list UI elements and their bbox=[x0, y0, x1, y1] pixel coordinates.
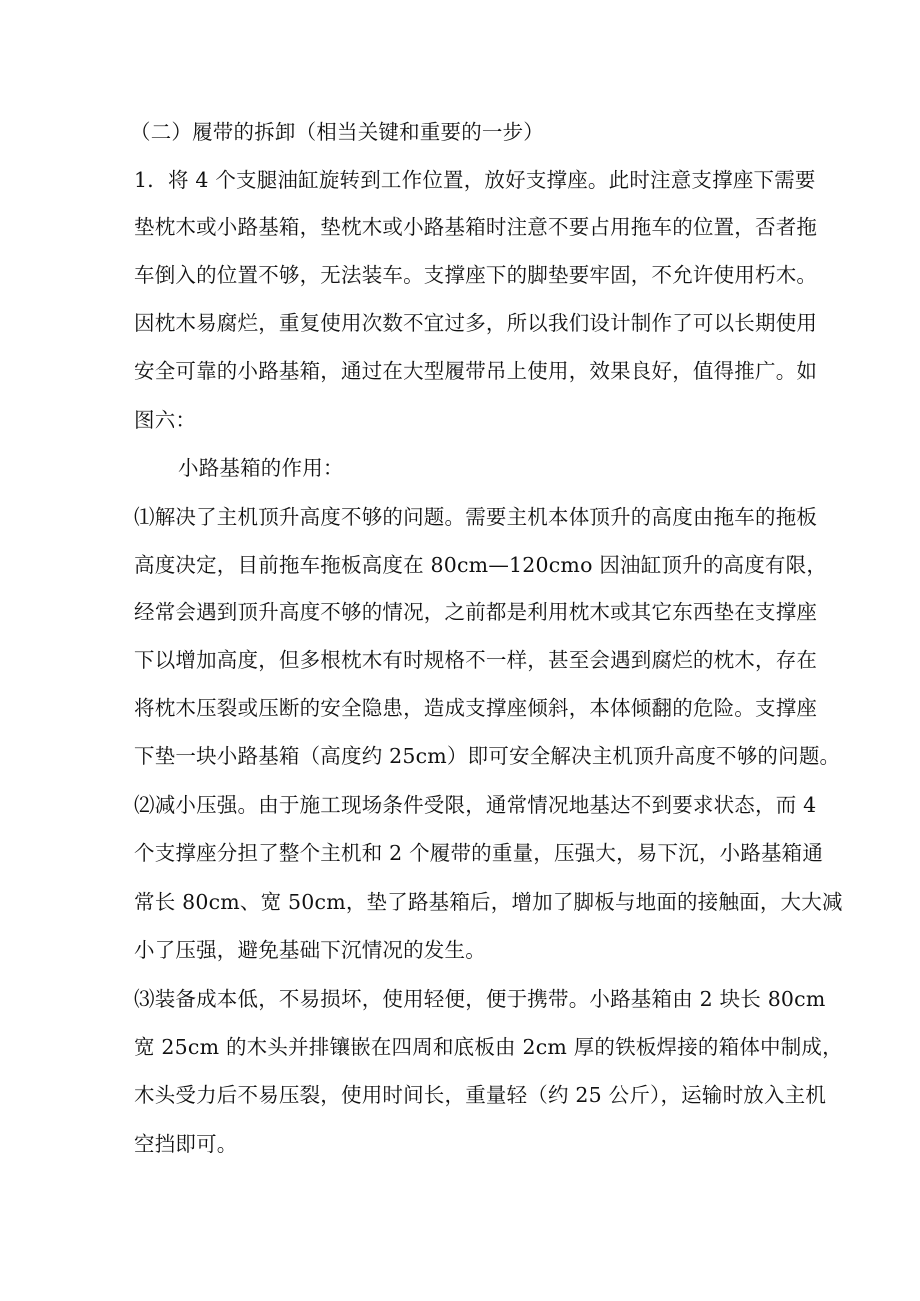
body-line: 宽 25cm 的木头并排镶嵌在四周和底板由 2cm 厚的铁板焊接的箱体中制成， bbox=[134, 1035, 843, 1059]
body-line: ⑴解决了主机顶升高度不够的问题。需要主机本体顶升的高度由拖车的拖板 bbox=[134, 505, 818, 529]
body-line: 图六： bbox=[134, 408, 197, 432]
body-line: 木头受力后不易压裂，使用时间长，重量轻（约 25 公斤），运输时放入主机 bbox=[134, 1083, 827, 1107]
body-line: ⑵减小压强。由于施工现场条件受限，通常情况地基达不到要求状态，而 4 bbox=[134, 793, 817, 817]
body-line: 个支撑座分担了整个主机和 2 个履带的重量，压强大，易下沉，小路基箱通 bbox=[134, 841, 824, 865]
body-line: 空挡即可。 bbox=[134, 1132, 238, 1156]
body-line: 垫枕木或小路基箱，垫枕木或小路基箱时注意不要占用拖车的位置，否者拖 bbox=[134, 215, 818, 239]
body-line: 1．将 4 个支腿油缸旋转到工作位置，放好支撑座。此时注意支撑座下需要 bbox=[134, 168, 816, 192]
body-line: 下垫一块小路基箱（高度约 25cm）即可安全解决主机顶升高度不够的问题。 bbox=[134, 744, 841, 768]
body-line: 小了压强，避免基础下沉情况的发生。 bbox=[134, 938, 486, 962]
body-line: 常长 80cm、宽 50cm，垫了路基箱后，增加了脚板与地面的接触面，大大减 bbox=[134, 890, 843, 914]
body-line: 安全可靠的小路基箱，通过在大型履带吊上使用，效果良好，值得推广。如 bbox=[134, 359, 818, 383]
body-line: 因枕木易腐烂，重复使用次数不宜过多，所以我们设计制作了可以长期使用 bbox=[134, 311, 818, 335]
body-line: 车倒入的位置不够，无法装车。支撑座下的脚垫要牢固，不允许使用朽木。 bbox=[134, 263, 818, 287]
subheading: 小路基箱的作用： bbox=[178, 456, 344, 480]
body-line: 高度决定，目前拖车拖板高度在 80cm—120cmo 因油缸顶升的高度有限， bbox=[134, 553, 828, 577]
body-line: ⑶装备成本低，不易损坏，使用轻便，便于携带。小路基箱由 2 块长 80cm bbox=[134, 987, 826, 1011]
body-line: 下以增加高度，但多根枕木有时规格不一样，甚至会遇到腐烂的枕木，存在 bbox=[134, 648, 818, 672]
body-line: 将枕木压裂或压断的安全隐患，造成支撑座倾斜，本体倾翻的危险。支撑座 bbox=[134, 696, 818, 720]
section-heading: （二）履带的拆卸（相当关键和重要的一步） bbox=[130, 120, 544, 144]
body-line: 经常会遇到顶升高度不够的情况，之前都是利用枕木或其它东西垫在支撑座 bbox=[134, 600, 818, 624]
